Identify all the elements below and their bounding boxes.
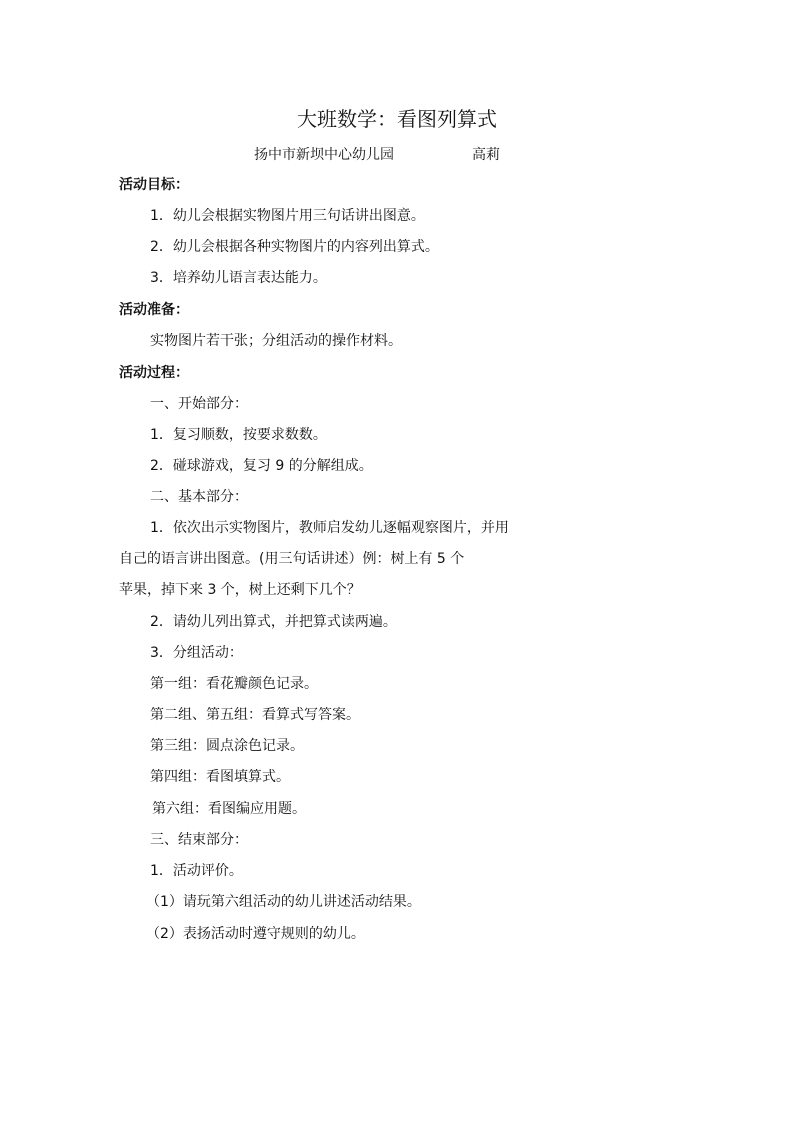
page-title: 大班数学：看图列算式: [297, 107, 497, 131]
prep-text: 实物图片若干张；分组活动的操作材料。: [150, 333, 402, 349]
part1-item: 1．复习顺数，按要求数数。: [150, 427, 327, 443]
goal-item: 1．幼儿会根据实物图片用三句话讲出图意。: [150, 208, 425, 224]
group-item: 第一组：看花瓣颜色记录。: [150, 676, 318, 692]
part2-item1-line: 1．依次出示实物图片，教师启发幼儿逐幅观察图片，并用: [150, 520, 509, 536]
part3-item: （2）表扬活动时遵守规则的幼儿。: [146, 926, 365, 942]
group-item: 第三组：圆点涂色记录。: [150, 738, 304, 754]
part2-item2: 2．请幼儿列出算式，并把算式读两遍。: [150, 614, 397, 630]
part3-item: 1．活动评价。: [150, 863, 243, 879]
author-line: [254, 146, 500, 164]
prep-heading: 活动准备：: [119, 302, 189, 318]
part3-title: 三、结束部分：: [150, 832, 248, 848]
part1-title: 一、开始部分：: [150, 396, 248, 412]
part2-item3: 3．分组活动：: [150, 645, 243, 661]
goal-item: 3．培养幼儿语言表达能力。: [150, 270, 327, 286]
process-heading: 活动过程：: [119, 365, 189, 381]
author-name: 高莉: [472, 147, 500, 163]
part2-item1-line: 苹果，掉下来 3 个，树上还剩下几个？: [119, 582, 361, 598]
goal-item: 2．幼儿会根据各种实物图片的内容列出算式。: [150, 239, 439, 255]
group-item: 第六组：看图编应用题。: [152, 801, 306, 817]
school-name: 扬中市新坝中心幼儿园: [254, 147, 394, 163]
part2-title: 二、基本部分：: [150, 489, 248, 505]
goals-heading: 活动目标：: [119, 177, 189, 193]
group-item: 第二组、第五组：看算式写答案。: [150, 707, 360, 723]
part1-item: 2．碰球游戏，复习 9 的分解组成。: [150, 458, 373, 474]
part2-item1-line: 自己的语言讲出图意。(用三句话讲述）例：树上有 5 个: [119, 551, 465, 567]
group-item: 第四组：看图填算式。: [150, 769, 290, 785]
part3-item: （1）请玩第六组活动的幼儿讲述活动结果。: [146, 894, 421, 910]
